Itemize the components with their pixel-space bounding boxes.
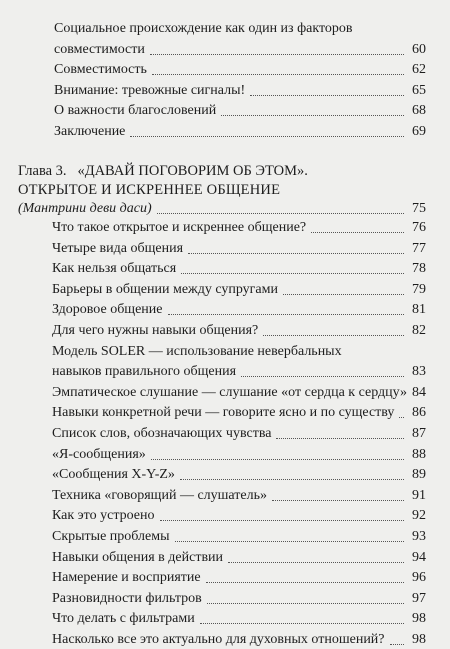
toc-entry-title: Модель SOLER — использование невербальных bbox=[52, 343, 345, 361]
toc-entry-page: 60 bbox=[412, 41, 426, 57]
toc-entry-title: Для чего нужны навыки общения? bbox=[52, 322, 261, 340]
toc-entry[interactable] bbox=[0, 102, 450, 120]
toc-entry-page: 97 bbox=[412, 590, 426, 606]
toc-entry-title: Техника «говорящий — слушатель» bbox=[52, 487, 270, 505]
chapter-subtitle: (Мантрини деви даси) bbox=[18, 200, 155, 218]
toc-entry-title: О важности благословений bbox=[54, 102, 219, 120]
toc-entry-title: Заключение bbox=[54, 123, 128, 141]
toc-entry[interactable] bbox=[0, 61, 450, 79]
chapter-title-line1: «ДАВАЙ ПОГОВОРИМ ОБ ЭТОМ». bbox=[77, 163, 308, 179]
toc-entry-title: Как это устроено bbox=[52, 507, 158, 525]
toc-entry-page: 84 bbox=[412, 384, 426, 400]
toc-entry-title: Намерение и восприятие bbox=[52, 569, 204, 587]
toc-entry-page: 76 bbox=[412, 220, 426, 235]
toc-entry[interactable] bbox=[0, 363, 450, 381]
toc-entry[interactable] bbox=[0, 384, 450, 402]
toc-entry[interactable] bbox=[0, 569, 450, 587]
toc-entry-title: Навыки общения в действии bbox=[52, 549, 226, 567]
toc-entry-continued bbox=[0, 343, 450, 361]
toc-entry-page: 69 bbox=[412, 124, 426, 139]
toc-entry-page: 92 bbox=[412, 508, 426, 524]
toc-entry-title: Как нельзя общаться bbox=[52, 260, 179, 278]
toc-entry[interactable] bbox=[0, 507, 450, 525]
toc-entry-title: «Сообщения X-Y-Z» bbox=[52, 466, 178, 484]
toc-entry-continued bbox=[0, 20, 450, 38]
toc-entry-page: 62 bbox=[412, 62, 426, 78]
toc-entry-page: 77 bbox=[412, 240, 426, 256]
toc-entry-title: Эмпатическое слушание — слушание «от сердца к сердцу» bbox=[52, 384, 410, 402]
toc-entry-title: Что делать с фильтрами bbox=[52, 610, 198, 628]
toc-entry-page: 94 bbox=[412, 549, 426, 565]
toc-entry-page: 88 bbox=[412, 446, 426, 462]
toc-entry-page: 87 bbox=[412, 426, 426, 441]
toc-entry-title: Совместимость bbox=[54, 61, 150, 79]
toc-entry-title: Социальное происхождение как один из факторов bbox=[54, 20, 356, 38]
toc-entry-title: Насколько все это актуально для духовных отношений? bbox=[52, 631, 388, 649]
toc-entry-title: «Я-сообщения» bbox=[52, 446, 149, 464]
toc-entry[interactable] bbox=[0, 425, 450, 443]
toc-entry[interactable] bbox=[0, 82, 450, 100]
chapter-label: Глава 3. bbox=[18, 163, 67, 179]
toc-entry-page: 79 bbox=[412, 281, 426, 297]
toc-entry[interactable] bbox=[0, 322, 450, 340]
toc-entry-title: совместимости bbox=[54, 41, 148, 59]
toc-entry-page: 83 bbox=[412, 364, 426, 380]
toc-entry-page: 81 bbox=[412, 302, 426, 318]
toc-entry[interactable] bbox=[0, 123, 450, 141]
toc-entry-title: Список слов, обозначающих чувства bbox=[52, 425, 274, 443]
toc-entry-page: 96 bbox=[412, 570, 426, 586]
toc-entry[interactable] bbox=[0, 446, 450, 464]
toc-entry[interactable] bbox=[0, 487, 450, 505]
toc-entry-page: 65 bbox=[412, 82, 426, 98]
toc-entry[interactable] bbox=[0, 260, 450, 278]
toc-entry[interactable] bbox=[0, 281, 450, 299]
toc-entry-page: 98 bbox=[412, 611, 426, 627]
toc-entry-page: 98 bbox=[412, 632, 426, 647]
toc-entry-title: Скрытые проблемы bbox=[52, 528, 173, 546]
chapter-heading-line1 bbox=[18, 162, 308, 180]
toc-entry[interactable] bbox=[0, 631, 450, 649]
toc-entry[interactable] bbox=[0, 41, 450, 59]
toc-entry-page: 78 bbox=[412, 261, 426, 277]
toc-entry-page: 93 bbox=[412, 529, 426, 544]
toc-entry-page: 86 bbox=[412, 405, 426, 421]
toc-entry[interactable] bbox=[0, 549, 450, 567]
chapter-title-line2: ОТКРЫТОЕ И ИСКРЕННЕЕ ОБЩЕНИЕ bbox=[18, 182, 281, 198]
chapter-subtitle-page: 75 bbox=[412, 201, 426, 216]
toc-entry[interactable] bbox=[0, 404, 450, 422]
toc-entry-title: Разновидности фильтров bbox=[52, 590, 205, 608]
toc-entry-title: Навыки конкретной речи — говорите ясно и по существу bbox=[52, 404, 397, 422]
toc-entry-title: Что такое открытое и искреннее общение? bbox=[52, 219, 309, 237]
toc-entry[interactable] bbox=[0, 590, 450, 608]
toc-entry-page: 82 bbox=[412, 323, 426, 338]
toc-entry[interactable] bbox=[0, 301, 450, 319]
chapter-subtitle-entry[interactable] bbox=[0, 200, 450, 218]
toc-entry-title: навыков правильного общения bbox=[52, 363, 239, 381]
toc-entry-title: Здоровое общение bbox=[52, 301, 166, 319]
toc-entry[interactable] bbox=[0, 610, 450, 628]
toc-entry-title: Четыре вида общения bbox=[52, 240, 186, 258]
toc-entry-page: 89 bbox=[412, 467, 426, 483]
toc-entry[interactable] bbox=[0, 219, 450, 237]
toc-entry-title: Барьеры в общении между супругами bbox=[52, 281, 281, 299]
toc-entry-title: Внимание: тревожные сигналы! bbox=[54, 82, 248, 100]
toc-entry[interactable] bbox=[0, 466, 450, 484]
toc-entry-page: 68 bbox=[412, 103, 426, 119]
toc-entry[interactable] bbox=[0, 240, 450, 258]
toc-entry[interactable] bbox=[0, 528, 450, 546]
toc-entry-page: 91 bbox=[412, 487, 426, 503]
